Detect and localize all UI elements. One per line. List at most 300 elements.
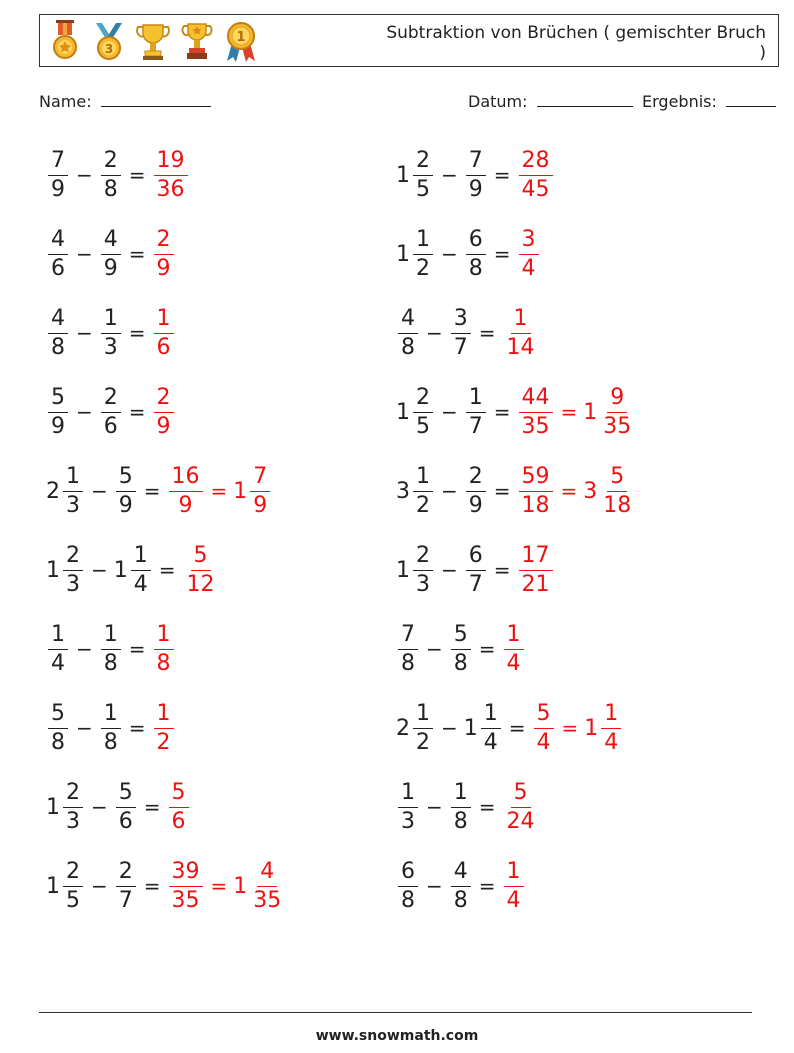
denominator: 8 bbox=[401, 650, 415, 676]
fraction bbox=[101, 621, 121, 678]
problem-item bbox=[396, 854, 526, 918]
fraction bbox=[101, 147, 121, 204]
answer bbox=[152, 226, 176, 283]
answer bbox=[517, 384, 637, 441]
numerator: 5 bbox=[191, 542, 211, 571]
answer bbox=[517, 226, 541, 283]
numerator: 1 bbox=[398, 779, 418, 808]
denominator: 4 bbox=[506, 650, 521, 676]
equals-sign: = bbox=[128, 716, 146, 740]
fraction bbox=[519, 542, 553, 599]
fraction bbox=[519, 463, 553, 520]
numerator: 5 bbox=[511, 779, 531, 808]
numerator: 2 bbox=[63, 858, 83, 887]
fraction bbox=[398, 858, 418, 915]
numerator: 7 bbox=[466, 147, 486, 176]
denominator: 5 bbox=[416, 176, 430, 202]
denominator: 8 bbox=[51, 729, 65, 755]
denominator: 9 bbox=[51, 413, 65, 439]
denominator: 6 bbox=[118, 808, 133, 834]
numerator: 7 bbox=[48, 147, 68, 176]
fraction bbox=[154, 384, 174, 441]
denominator: 7 bbox=[453, 334, 468, 360]
equals-sign: = bbox=[560, 479, 578, 503]
equals-sign: = bbox=[493, 400, 511, 424]
fraction bbox=[451, 779, 471, 836]
minus-sign: − bbox=[441, 163, 458, 187]
whole-number: 3 bbox=[583, 478, 598, 504]
numerator: 1 bbox=[481, 700, 501, 729]
denominator: 2 bbox=[416, 255, 430, 281]
equals-sign: = bbox=[493, 242, 511, 266]
denominator: 4 bbox=[483, 729, 498, 755]
svg-text:1: 1 bbox=[236, 30, 246, 45]
numerator: 4 bbox=[101, 226, 121, 255]
minus-sign: − bbox=[91, 874, 108, 898]
denominator: 2 bbox=[156, 729, 171, 755]
problem-item bbox=[396, 775, 540, 839]
numerator: 4 bbox=[48, 226, 68, 255]
minus-sign: − bbox=[76, 716, 93, 740]
denominator: 18 bbox=[521, 492, 550, 518]
fraction bbox=[154, 621, 174, 678]
problem-item bbox=[46, 222, 176, 286]
problem-item bbox=[396, 143, 555, 207]
denominator: 36 bbox=[156, 176, 185, 202]
numerator: 2 bbox=[154, 226, 174, 255]
fraction bbox=[413, 147, 433, 204]
fraction bbox=[48, 305, 68, 362]
problem-item bbox=[396, 696, 623, 760]
footer-url: www.snowmath.com bbox=[315, 1028, 479, 1044]
numerator: 1 bbox=[101, 305, 121, 334]
whole-number: 1 bbox=[396, 241, 410, 267]
date-blank bbox=[537, 92, 633, 107]
award-icons bbox=[46, 19, 260, 63]
fraction bbox=[413, 542, 433, 599]
equals-sign: = bbox=[493, 479, 511, 503]
fraction bbox=[63, 858, 83, 915]
minus-sign: − bbox=[441, 400, 458, 424]
fraction bbox=[413, 463, 433, 520]
minus-sign: − bbox=[426, 637, 443, 661]
answer bbox=[152, 147, 190, 204]
answer bbox=[502, 621, 526, 678]
rosette-1-icon bbox=[222, 19, 260, 63]
denominator: 4 bbox=[604, 729, 619, 755]
denominator: 21 bbox=[521, 571, 550, 597]
denominator: 4 bbox=[133, 571, 148, 597]
denominator: 2 bbox=[416, 729, 430, 755]
equals-sign: = bbox=[128, 163, 146, 187]
fraction bbox=[116, 858, 136, 915]
fraction bbox=[466, 147, 486, 204]
equals-sign: = bbox=[128, 637, 146, 661]
numerator: 1 bbox=[131, 542, 151, 571]
fraction bbox=[250, 858, 284, 915]
equals-sign: = bbox=[478, 321, 496, 345]
fraction bbox=[451, 858, 471, 915]
denominator: 3 bbox=[103, 334, 118, 360]
fraction bbox=[63, 542, 83, 599]
whole-number: 1 bbox=[463, 715, 478, 741]
fraction bbox=[413, 226, 433, 283]
problem-item bbox=[396, 301, 540, 365]
fraction bbox=[466, 384, 486, 441]
denominator: 8 bbox=[401, 887, 415, 913]
numerator: 2 bbox=[154, 384, 174, 413]
problem-item bbox=[46, 380, 176, 444]
denominator: 5 bbox=[416, 413, 430, 439]
answer bbox=[517, 542, 555, 599]
answer bbox=[517, 463, 637, 520]
numerator: 5 bbox=[116, 779, 136, 808]
minus-sign: − bbox=[426, 795, 443, 819]
trophy-star-icon bbox=[178, 19, 216, 63]
numerator: 5 bbox=[534, 700, 554, 729]
denominator: 4 bbox=[521, 255, 536, 281]
answer bbox=[167, 779, 191, 836]
denominator: 8 bbox=[51, 334, 65, 360]
problem-item bbox=[46, 696, 176, 760]
denominator: 35 bbox=[253, 887, 282, 913]
denominator: 8 bbox=[468, 255, 483, 281]
answer bbox=[152, 621, 176, 678]
whole-number: 1 bbox=[113, 557, 128, 583]
denominator: 8 bbox=[453, 650, 468, 676]
denominator: 7 bbox=[118, 887, 133, 913]
numerator: 5 bbox=[451, 621, 471, 650]
name-field bbox=[39, 92, 211, 111]
equals-sign: = bbox=[128, 400, 146, 424]
worksheet-title: Subtraktion von Brüchen ( gemischter Bruch ) bbox=[386, 23, 766, 63]
numerator: 3 bbox=[519, 226, 539, 255]
denominator: 9 bbox=[156, 255, 171, 281]
denominator: 3 bbox=[416, 571, 430, 597]
equals-sign: = bbox=[560, 400, 578, 424]
problem-item bbox=[396, 538, 555, 602]
denominator: 3 bbox=[66, 492, 80, 518]
numerator: 4 bbox=[48, 305, 68, 334]
numerator: 3 bbox=[451, 305, 471, 334]
problem-item bbox=[46, 301, 176, 365]
svg-text:3: 3 bbox=[104, 42, 114, 56]
problem-item bbox=[46, 538, 220, 602]
fraction bbox=[184, 542, 218, 599]
denominator: 9 bbox=[178, 492, 193, 518]
answer bbox=[152, 700, 176, 757]
numerator: 1 bbox=[48, 621, 68, 650]
fraction bbox=[63, 779, 83, 836]
equals-sign: = bbox=[143, 795, 161, 819]
whole-number: 1 bbox=[396, 399, 410, 425]
numerator: 2 bbox=[466, 463, 486, 492]
denominator: 7 bbox=[468, 571, 483, 597]
numerator: 1 bbox=[101, 621, 121, 650]
denominator: 8 bbox=[401, 334, 415, 360]
fraction bbox=[534, 700, 554, 757]
numerator: 19 bbox=[154, 147, 188, 176]
fraction bbox=[519, 384, 553, 441]
equals-sign: = bbox=[478, 637, 496, 661]
equals-sign: = bbox=[210, 479, 228, 503]
numerator: 1 bbox=[413, 226, 433, 255]
fraction bbox=[413, 384, 433, 441]
numerator: 2 bbox=[413, 542, 433, 571]
fraction bbox=[116, 463, 136, 520]
denominator: 2 bbox=[416, 492, 430, 518]
denominator: 9 bbox=[253, 492, 268, 518]
denominator: 6 bbox=[171, 808, 186, 834]
denominator: 7 bbox=[468, 413, 483, 439]
numerator: 9 bbox=[607, 384, 627, 413]
fraction bbox=[101, 305, 121, 362]
numerator: 17 bbox=[519, 542, 553, 571]
whole-number: 1 bbox=[396, 162, 410, 188]
fraction bbox=[504, 858, 524, 915]
answer bbox=[182, 542, 220, 599]
fraction bbox=[601, 700, 621, 757]
equals-sign: = bbox=[158, 558, 176, 582]
denominator: 8 bbox=[156, 650, 171, 676]
denominator: 4 bbox=[51, 650, 65, 676]
denominator: 9 bbox=[118, 492, 133, 518]
problem-item bbox=[396, 459, 636, 523]
answer bbox=[502, 858, 526, 915]
fraction bbox=[48, 147, 68, 204]
denominator: 8 bbox=[453, 808, 468, 834]
denominator: 6 bbox=[103, 413, 118, 439]
numerator: 5 bbox=[607, 463, 627, 492]
fraction bbox=[154, 700, 174, 757]
problem-item bbox=[46, 854, 286, 918]
numerator: 28 bbox=[519, 147, 553, 176]
equals-sign: = bbox=[493, 558, 511, 582]
minus-sign: − bbox=[426, 321, 443, 345]
date-label: Datum: bbox=[468, 92, 528, 111]
minus-sign: − bbox=[76, 637, 93, 661]
result-field bbox=[642, 92, 776, 111]
numerator: 5 bbox=[169, 779, 189, 808]
denominator: 18 bbox=[603, 492, 632, 518]
answer bbox=[152, 305, 176, 362]
numerator: 5 bbox=[116, 463, 136, 492]
fraction bbox=[481, 700, 501, 757]
fraction bbox=[466, 463, 486, 520]
numerator: 1 bbox=[504, 621, 524, 650]
fraction bbox=[101, 226, 121, 283]
denominator: 6 bbox=[51, 255, 65, 281]
numerator: 5 bbox=[48, 700, 68, 729]
fraction bbox=[600, 384, 634, 441]
numerator: 1 bbox=[511, 305, 531, 334]
fraction bbox=[466, 542, 486, 599]
denominator: 8 bbox=[453, 887, 468, 913]
fraction bbox=[504, 779, 538, 836]
fraction bbox=[413, 700, 433, 757]
denominator: 35 bbox=[521, 413, 550, 439]
answer bbox=[517, 147, 555, 204]
fraction bbox=[519, 147, 553, 204]
denominator: 3 bbox=[401, 808, 415, 834]
answer bbox=[532, 700, 624, 757]
numerator: 6 bbox=[398, 858, 418, 887]
fraction bbox=[169, 779, 189, 836]
minus-sign: − bbox=[76, 400, 93, 424]
minus-sign: − bbox=[76, 163, 93, 187]
whole-number: 1 bbox=[584, 715, 599, 741]
fraction bbox=[48, 384, 68, 441]
whole-number: 1 bbox=[233, 873, 248, 899]
denominator: 4 bbox=[506, 887, 521, 913]
problem-item bbox=[46, 775, 191, 839]
numerator: 4 bbox=[257, 858, 277, 887]
whole-number: 2 bbox=[396, 715, 410, 741]
whole-number: 3 bbox=[396, 478, 410, 504]
equals-sign: = bbox=[493, 163, 511, 187]
numerator: 1 bbox=[413, 700, 433, 729]
name-label: Name: bbox=[39, 92, 92, 111]
denominator: 14 bbox=[506, 334, 535, 360]
equals-sign: = bbox=[143, 874, 161, 898]
fraction bbox=[519, 226, 539, 283]
numerator: 1 bbox=[154, 305, 174, 334]
medal-3-icon bbox=[90, 19, 128, 63]
fraction bbox=[116, 779, 136, 836]
minus-sign: − bbox=[441, 716, 458, 740]
numerator: 1 bbox=[466, 384, 486, 413]
numerator: 5 bbox=[48, 384, 68, 413]
fraction bbox=[131, 542, 151, 599]
numerator: 16 bbox=[169, 463, 203, 492]
denominator: 45 bbox=[521, 176, 550, 202]
denominator: 8 bbox=[103, 650, 118, 676]
fraction bbox=[600, 463, 634, 520]
equals-sign: = bbox=[508, 716, 526, 740]
numerator: 1 bbox=[601, 700, 621, 729]
fraction bbox=[101, 700, 121, 757]
minus-sign: − bbox=[91, 795, 108, 819]
answer bbox=[152, 384, 176, 441]
fraction bbox=[398, 621, 418, 678]
minus-sign: − bbox=[441, 558, 458, 582]
numerator: 4 bbox=[398, 305, 418, 334]
fraction bbox=[504, 621, 524, 678]
denominator: 35 bbox=[171, 887, 200, 913]
equals-sign: = bbox=[210, 874, 228, 898]
equals-sign: = bbox=[478, 795, 496, 819]
numerator: 2 bbox=[101, 147, 121, 176]
minus-sign: − bbox=[76, 321, 93, 345]
fraction bbox=[154, 226, 174, 283]
fraction bbox=[101, 384, 121, 441]
date-field bbox=[468, 92, 633, 111]
minus-sign: − bbox=[441, 242, 458, 266]
problem-item bbox=[46, 459, 272, 523]
name-blank bbox=[101, 92, 211, 107]
numerator: 4 bbox=[451, 858, 471, 887]
whole-number: 1 bbox=[46, 557, 60, 583]
numerator: 59 bbox=[519, 463, 553, 492]
problem-item bbox=[46, 617, 176, 681]
denominator: 4 bbox=[536, 729, 551, 755]
problem-item bbox=[396, 617, 526, 681]
medal-star-icon bbox=[46, 19, 84, 63]
trophy-icon bbox=[134, 19, 172, 63]
denominator: 9 bbox=[468, 176, 483, 202]
fraction bbox=[63, 463, 83, 520]
answer bbox=[167, 858, 287, 915]
numerator: 2 bbox=[413, 147, 433, 176]
denominator: 8 bbox=[103, 729, 118, 755]
header-box bbox=[39, 14, 779, 67]
fraction bbox=[451, 621, 471, 678]
numerator: 6 bbox=[466, 542, 486, 571]
fraction bbox=[154, 305, 174, 362]
denominator: 3 bbox=[66, 571, 80, 597]
minus-sign: − bbox=[426, 874, 443, 898]
fraction bbox=[250, 463, 270, 520]
result-label: Ergebnis: bbox=[642, 92, 717, 111]
numerator: 1 bbox=[154, 621, 174, 650]
fraction bbox=[48, 700, 68, 757]
result-blank bbox=[726, 92, 776, 107]
numerator: 1 bbox=[154, 700, 174, 729]
denominator: 9 bbox=[156, 413, 171, 439]
whole-number: 2 bbox=[46, 478, 60, 504]
whole-number: 1 bbox=[396, 557, 410, 583]
problem-item bbox=[396, 222, 541, 286]
problem-item bbox=[46, 143, 190, 207]
numerator: 6 bbox=[466, 226, 486, 255]
fraction bbox=[398, 305, 418, 362]
denominator: 9 bbox=[468, 492, 483, 518]
denominator: 8 bbox=[103, 176, 118, 202]
equals-sign: = bbox=[128, 321, 146, 345]
denominator: 9 bbox=[51, 176, 65, 202]
numerator: 1 bbox=[504, 858, 524, 887]
minus-sign: − bbox=[91, 558, 108, 582]
denominator: 3 bbox=[66, 808, 80, 834]
denominator: 12 bbox=[186, 571, 215, 597]
answer bbox=[502, 779, 540, 836]
fraction bbox=[451, 305, 471, 362]
problem-item bbox=[396, 380, 636, 444]
minus-sign: − bbox=[76, 242, 93, 266]
numerator: 2 bbox=[116, 858, 136, 887]
numerator: 1 bbox=[451, 779, 471, 808]
numerator: 1 bbox=[101, 700, 121, 729]
denominator: 9 bbox=[103, 255, 118, 281]
numerator: 7 bbox=[398, 621, 418, 650]
numerator: 44 bbox=[519, 384, 553, 413]
minus-sign: − bbox=[91, 479, 108, 503]
equals-sign: = bbox=[561, 716, 579, 740]
whole-number: 1 bbox=[233, 478, 248, 504]
whole-number: 1 bbox=[583, 399, 598, 425]
numerator: 2 bbox=[413, 384, 433, 413]
fraction bbox=[48, 621, 68, 678]
numerator: 2 bbox=[101, 384, 121, 413]
numerator: 1 bbox=[413, 463, 433, 492]
fraction bbox=[48, 226, 68, 283]
fraction bbox=[466, 226, 486, 283]
numerator: 2 bbox=[63, 542, 83, 571]
equals-sign: = bbox=[143, 479, 161, 503]
fraction bbox=[398, 779, 418, 836]
whole-number: 1 bbox=[46, 794, 60, 820]
answer bbox=[167, 463, 273, 520]
